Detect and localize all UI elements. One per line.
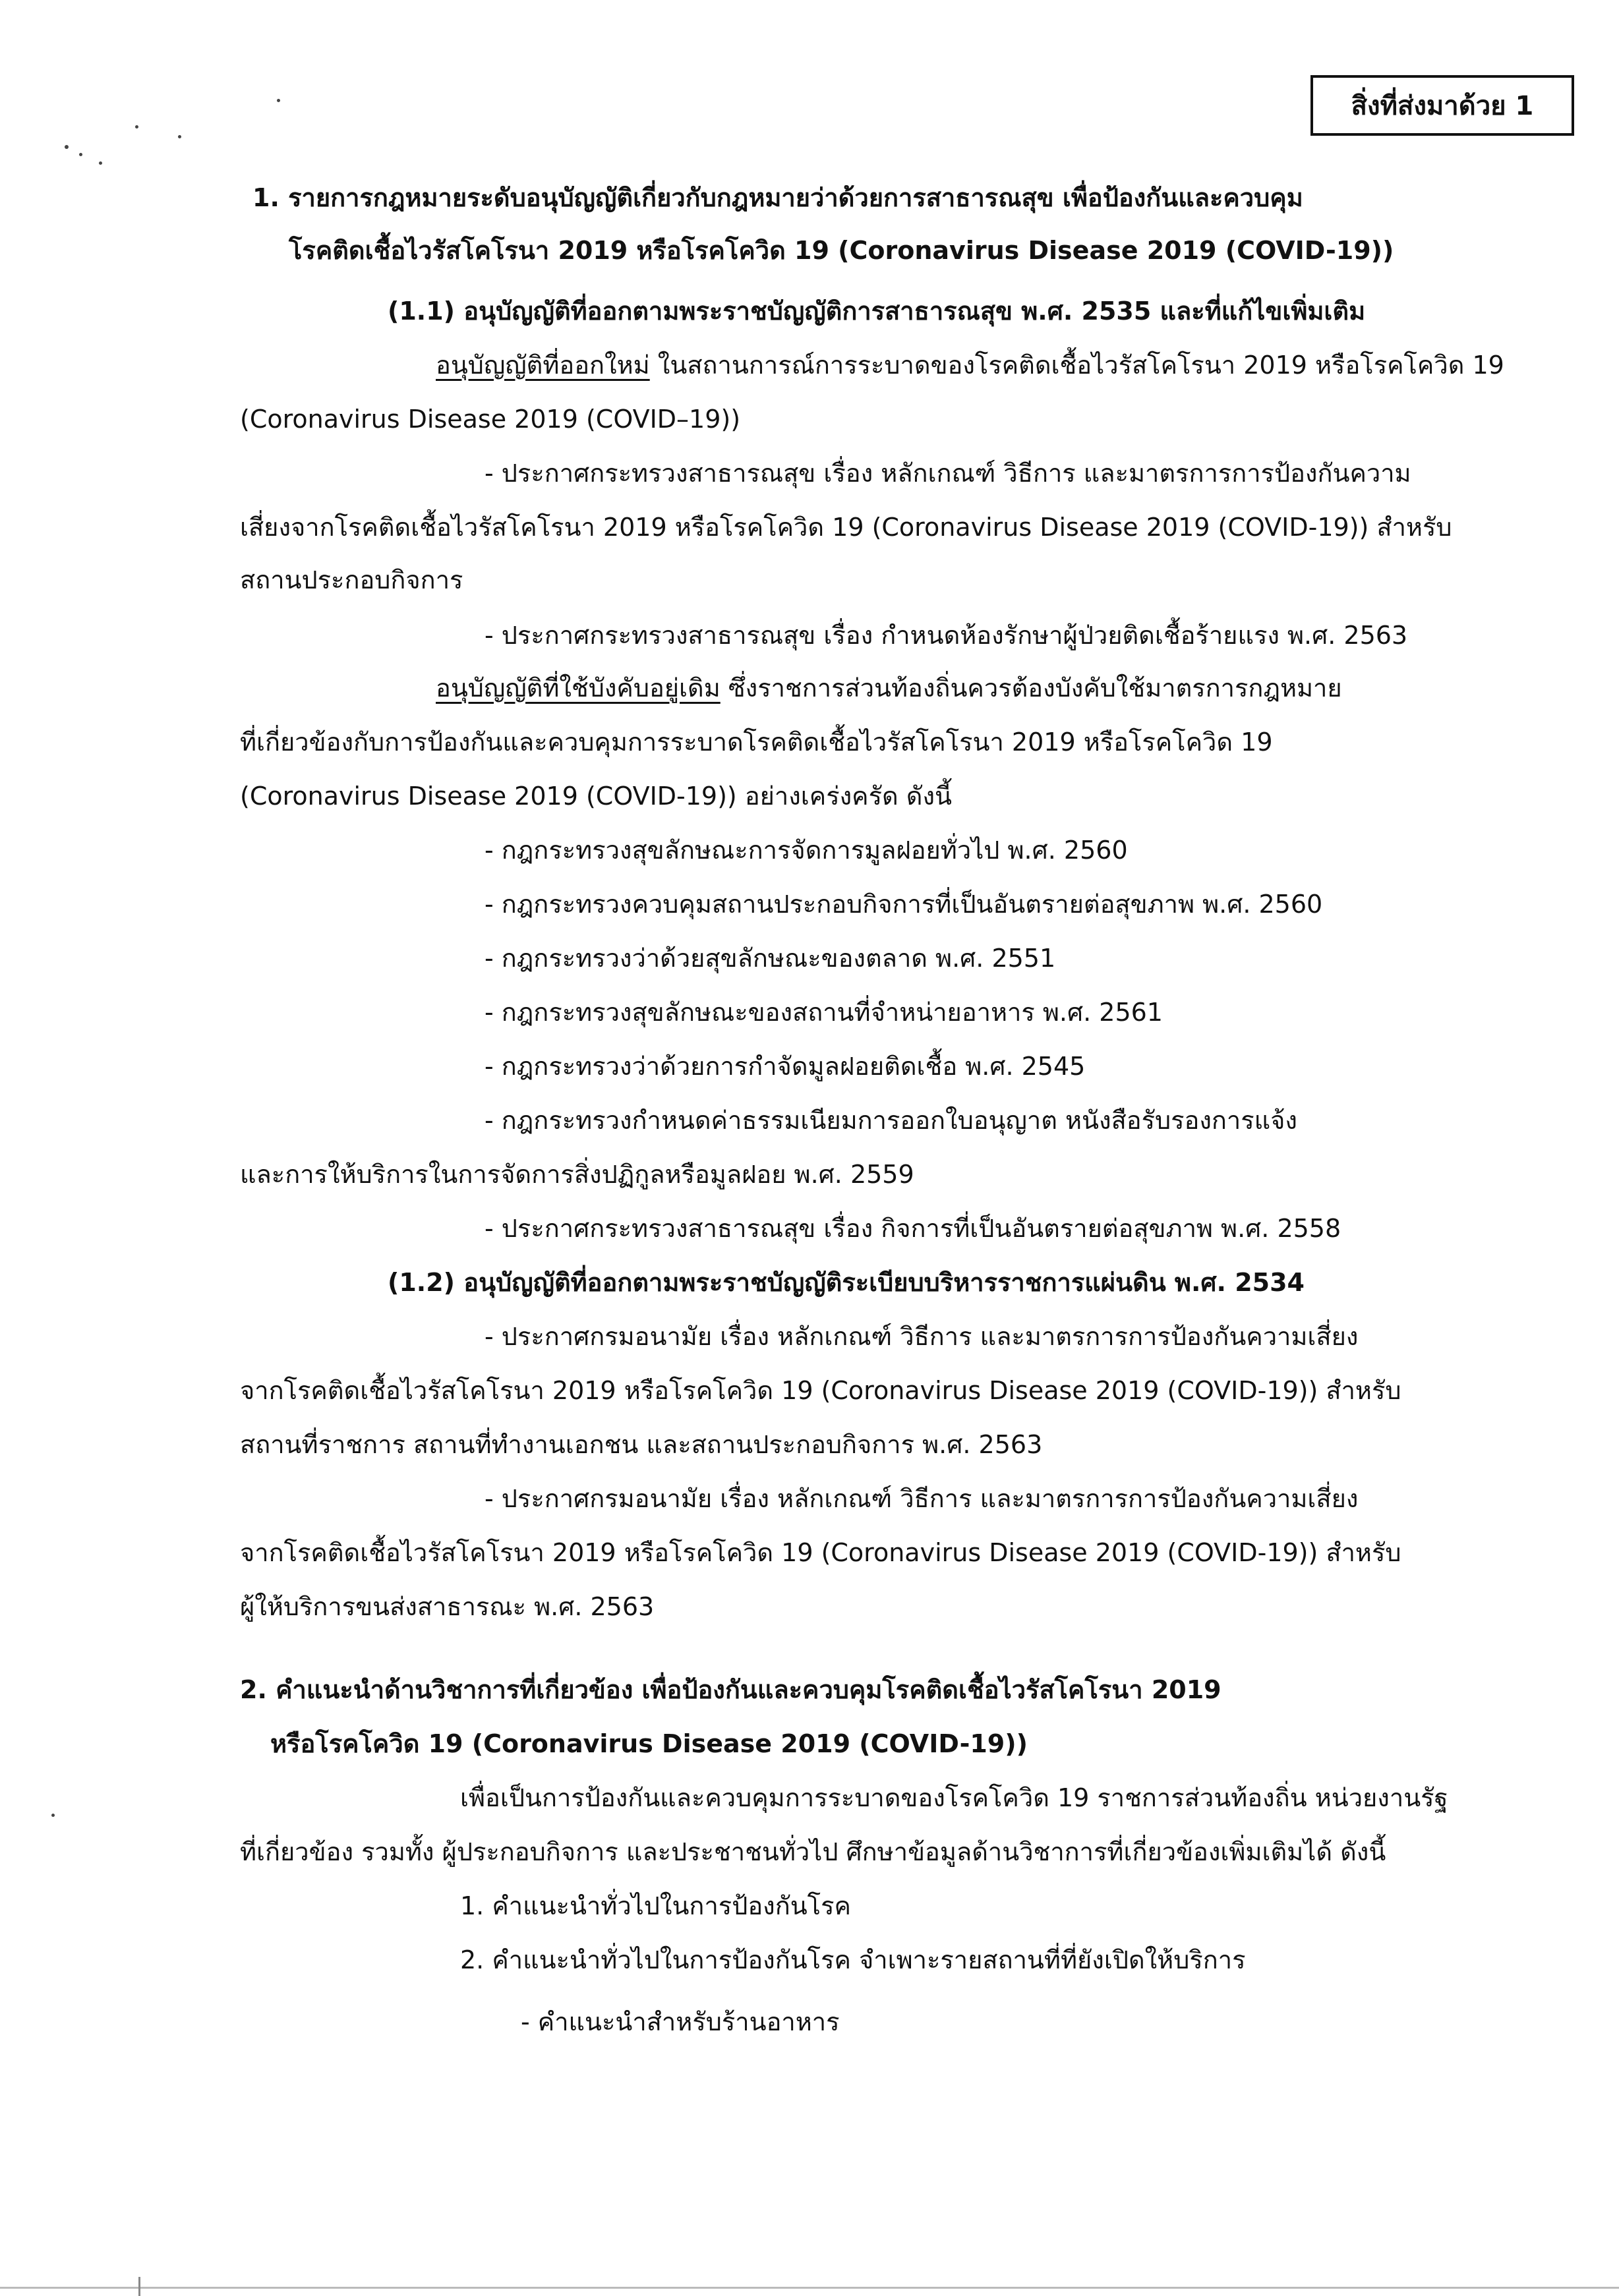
section1-heading-line2: โรคติดเชื้อไวรัสโคโรนา 2019 หรือโรคโควิด 19 (Coronavirus Disease 2019 (COVID-19)): [289, 236, 1394, 265]
new-rules-label: อนุบัญญัติที่ออกใหม่: [436, 351, 650, 380]
section2-heading-line2: หรือโรคโควิด 19 (Coronavirus Disease 2019 (COVID-19)): [270, 1729, 1028, 1758]
subsection-1-1-heading: (1.1) อนุบัญญัติที่ออกตามพระราชบัญญัติการสาธารณสุข พ.ศ. 2535 และที่แก้ไขเพิ่มเติม: [388, 297, 1366, 326]
existing-rule-item: - กฎกระทรวงกำหนดค่าธรรมเนียมการออกใบอนุญาต หนังสือรับรองการแจ้ง: [485, 1106, 1297, 1135]
new-rules-text: ในสถานการณ์การระบาดของโรคติดเชื้อไวรัสโคโรนา 2019 หรือโรคโควิด 19: [649, 351, 1504, 380]
existing-rule-item: - กฎกระทรวงว่าด้วยสุขลักษณะของตลาด พ.ศ. 2551: [485, 944, 1056, 973]
anamai-item-2-line1: - ประกาศกรมอนามัย เรื่อง หลักเกณฑ์ วิธีการ และมาตรการการป้องกันความเสี่ยง: [485, 1484, 1359, 1513]
anamai-item-1-line2: จากโรคติดเชื้อไวรัสโคโรนา 2019 หรือโรคโควิด 19 (Coronavirus Disease 2019 (COVID-19)) สำหรับ: [240, 1376, 1401, 1405]
scan-speck: [51, 1814, 55, 1817]
new-rule-item-1-line3: สถานประกอบกิจการ: [240, 565, 463, 594]
anamai-item-2-line2: จากโรคติดเชื้อไวรัสโคโรนา 2019 หรือโรคโควิด 19 (Coronavirus Disease 2019 (COVID-19)) สำหรับ: [240, 1538, 1401, 1567]
existing-rule-item: - กฎกระทรวงว่าด้วยการกำจัดมูลฝอยติดเชื้อ พ.ศ. 2545: [485, 1052, 1086, 1081]
anamai-item-1-line1: - ประกาศกรมอนามัย เรื่อง หลักเกณฑ์ วิธีการ และมาตรการการป้องกันความเสี่ยง: [485, 1322, 1359, 1351]
attachment-label: สิ่งที่ส่งมาด้วย 1: [1310, 75, 1574, 136]
existing-rules-line: [436, 670, 1342, 706]
section1-heading-line1: 1. รายการกฎหมายระดับอนุบัญญัติเกี่ยวกับกฎหมายว่าด้วยการสาธารณสุข เพื่อป้องกันและควบคุม: [252, 183, 1303, 212]
existing-rule-item-7: - ประกาศกระทรวงสาธารณสุข เรื่อง กิจการที่เป็นอันตรายต่อสุขภาพ พ.ศ. 2558: [485, 1214, 1341, 1243]
existing-rule-item-6-line2: และการให้บริการในการจัดการสิ่งปฏิกูลหรือมูลฝอย พ.ศ. 2559: [240, 1160, 914, 1189]
section2-paragraph-line2: ที่เกี่ยวข้อง รวมทั้ง ผู้ประกอบกิจการ และประชาชนทั่วไป ศึกษาข้อมูลด้านวิชาการที่เกี่ยวข้องเพิ่มเติมได้ ดังนี้: [240, 1837, 1386, 1866]
scan-bottom-edge: [0, 2287, 1619, 2289]
scan-speck: [65, 145, 69, 149]
new-rule-item-1-line2: เสี่ยงจากโรคติดเชื้อไวรัสโคโรนา 2019 หรือโรคโควิด 19 (Coronavirus Disease 2019 (COVID-19)) สำหรับ: [240, 513, 1452, 542]
new-rule-item-1-line1: - ประกาศกระทรวงสาธารณสุข เรื่อง หลักเกณฑ์ วิธีการ และมาตรการการป้องกันความ: [485, 459, 1411, 488]
scan-speck: [99, 161, 102, 165]
existing-rules-line3: (Coronavirus Disease 2019 (COVID-19)) อย่างเคร่งครัด ดังนี้: [240, 782, 952, 811]
section2-paragraph-line1: เพื่อเป็นการป้องกันและควบคุมการระบาดของโรคโควิด 19 ราชการส่วนท้องถิ่น หน่วยงานรัฐ: [460, 1783, 1448, 1812]
recommendation-item: 2. คำแนะนำทั่วไปในการป้องกันโรค จำเพาะรายสถานที่ที่ยังเปิดให้บริการ: [460, 1945, 1246, 1974]
existing-rules-text: ซึ่งราชการส่วนท้องถิ่นควรต้องบังคับใช้มาตรการกฎหมาย: [720, 674, 1342, 703]
existing-rules-label: อนุบัญญัติที่ใช้บังคับอยู่เดิม: [436, 674, 721, 703]
existing-rule-item: - กฎกระทรวงควบคุมสถานประกอบกิจการที่เป็นอันตรายต่อสุขภาพ พ.ศ. 2560: [485, 890, 1323, 919]
anamai-item-1-line3: สถานที่ราชการ สถานที่ทำงานเอกชน และสถานประกอบกิจการ พ.ศ. 2563: [240, 1430, 1043, 1459]
existing-rule-item: - กฎกระทรวงสุขลักษณะการจัดการมูลฝอยทั่วไป พ.ศ. 2560: [485, 836, 1128, 865]
recommendation-item: 1. คำแนะนำทั่วไปในการป้องกันโรค: [460, 1891, 851, 1920]
existing-rules-line2: ที่เกี่ยวข้องกับการป้องกันและควบคุมการระบาดโรคติดเชื้อไวรัสโคโรนา 2019 หรือโรคโควิด 19: [240, 728, 1273, 757]
existing-rule-item: - กฎกระทรวงสุขลักษณะของสถานที่จำหน่ายอาหาร พ.ศ. 2561: [485, 998, 1163, 1027]
scan-speck: [277, 99, 280, 102]
scan-speck: [79, 153, 82, 156]
anamai-item-2-line3: ผู้ให้บริการขนส่งสาธารณะ พ.ศ. 2563: [240, 1592, 655, 1621]
new-rule-item-2: - ประกาศกระทรวงสาธารณสุข เรื่อง กำหนดห้องรักษาผู้ป่วยติดเชื้อร้ายแรง พ.ศ. 2563: [485, 621, 1408, 650]
new-rules-line2: (Coronavirus Disease 2019 (COVID–19)): [240, 405, 741, 434]
recommendation-sub-item: - คำแนะนำสำหรับร้านอาหาร: [521, 2007, 840, 2036]
scan-speck: [135, 125, 138, 129]
section2-heading-line1: 2. คำแนะนำด้านวิชาการที่เกี่ยวข้อง เพื่อป้องกันและควบคุมโรคติดเชื้อไวรัสโคโรนา 2019: [240, 1675, 1222, 1704]
scan-mark: [138, 2277, 140, 2296]
subsection-1-2-heading: (1.2) อนุบัญญัติที่ออกตามพระราชบัญญัติระเบียบบริหารราชการแผ่นดิน พ.ศ. 2534: [388, 1268, 1305, 1297]
new-rules-line: [436, 347, 1504, 384]
scan-speck: [178, 135, 181, 138]
